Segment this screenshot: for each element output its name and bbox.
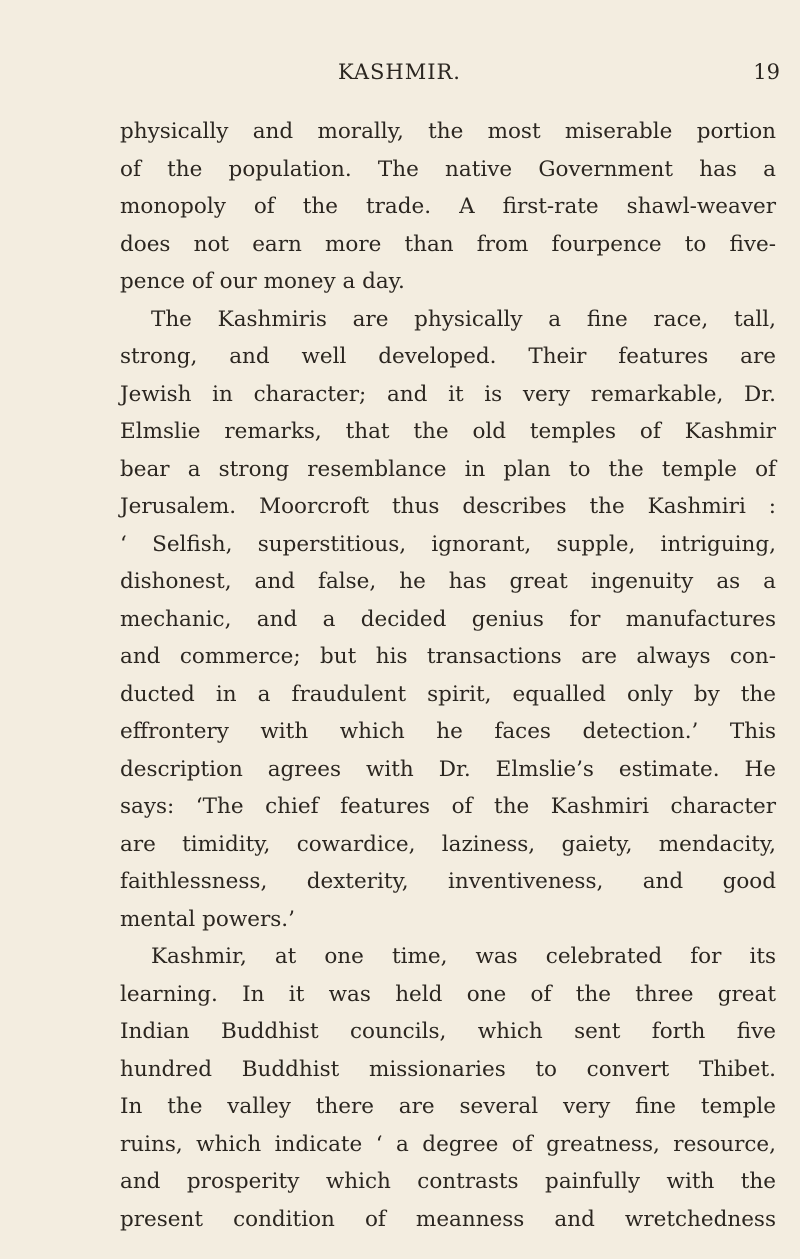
text-line: ‘ Selfish, superstitious, ignorant, supple, intriguing, [120,531,776,557]
text-line: monopoly of the trade. A first-rate shawl-weaver [120,194,776,219]
text-line: mental powers.’ [120,906,295,932]
text-line: description agrees with Dr. Elmslie’s estimate. He [120,756,776,782]
text-line: and prosperity which contrasts painfully with the [120,1169,776,1194]
text-line: and commerce; but his transactions are always con- [120,644,776,669]
text-line: faithlessness, dexterity, inventiveness, and good [120,869,776,894]
running-title: KASHMIR. [338,60,461,84]
text-line: In the valley there are several very fine temple [120,1094,776,1119]
text-line: of the population. The native Government has a [120,156,776,182]
text-line: says: ‘The chief features of the Kashmiri character [120,794,776,819]
text-line: ruins, which indicate ‘ a degree of greatness, resource, [120,1131,776,1157]
text-line: Jerusalem. Moorcroft thus describes the Kashmiri : [120,494,776,519]
body-text [120,113,776,1238]
text-line: strong, and well developed. Their features are [120,344,776,369]
text-line: pence of our money a day. [120,269,405,294]
text-line: Indian Buddhist councils, which sent forth five [120,1019,776,1044]
page-number: 19 [753,60,780,84]
text-line: present condition of meanness and wretchedness [120,1206,776,1232]
text-line: learning. In it was held one of the three great [120,981,776,1007]
text-line: hundred Buddhist missionaries to convert Thibet. [120,1056,776,1082]
text-line: are timidity, cowardice, laziness, gaiety, mendacity, [120,831,776,857]
text-line: The Kashmiris are physically a fine race, tall, [151,306,776,332]
text-line: dishonest, and false, he has great ingenuity as a [120,569,776,594]
text-line: Jewish in character; and it is very remarkable, Dr. [120,381,776,407]
text-line: does not earn more than from fourpence to five- [120,231,776,257]
text-line: physically and morally, the most miserable portion [120,119,776,144]
text-line: Kashmir, at one time, was celebrated for its [151,944,776,969]
text-line: ducted in a fraudulent spirit, equalled only by the [120,681,776,707]
text-line: mechanic, and a decided genius for manufactures [120,606,776,632]
running-head [120,52,780,92]
text-line: Elmslie remarks, that the old temples of Kashmir [120,419,776,444]
text-line: effrontery with which he faces detection.’ This [120,719,776,744]
text-line: bear a strong resemblance in plan to the temple of [120,456,776,482]
